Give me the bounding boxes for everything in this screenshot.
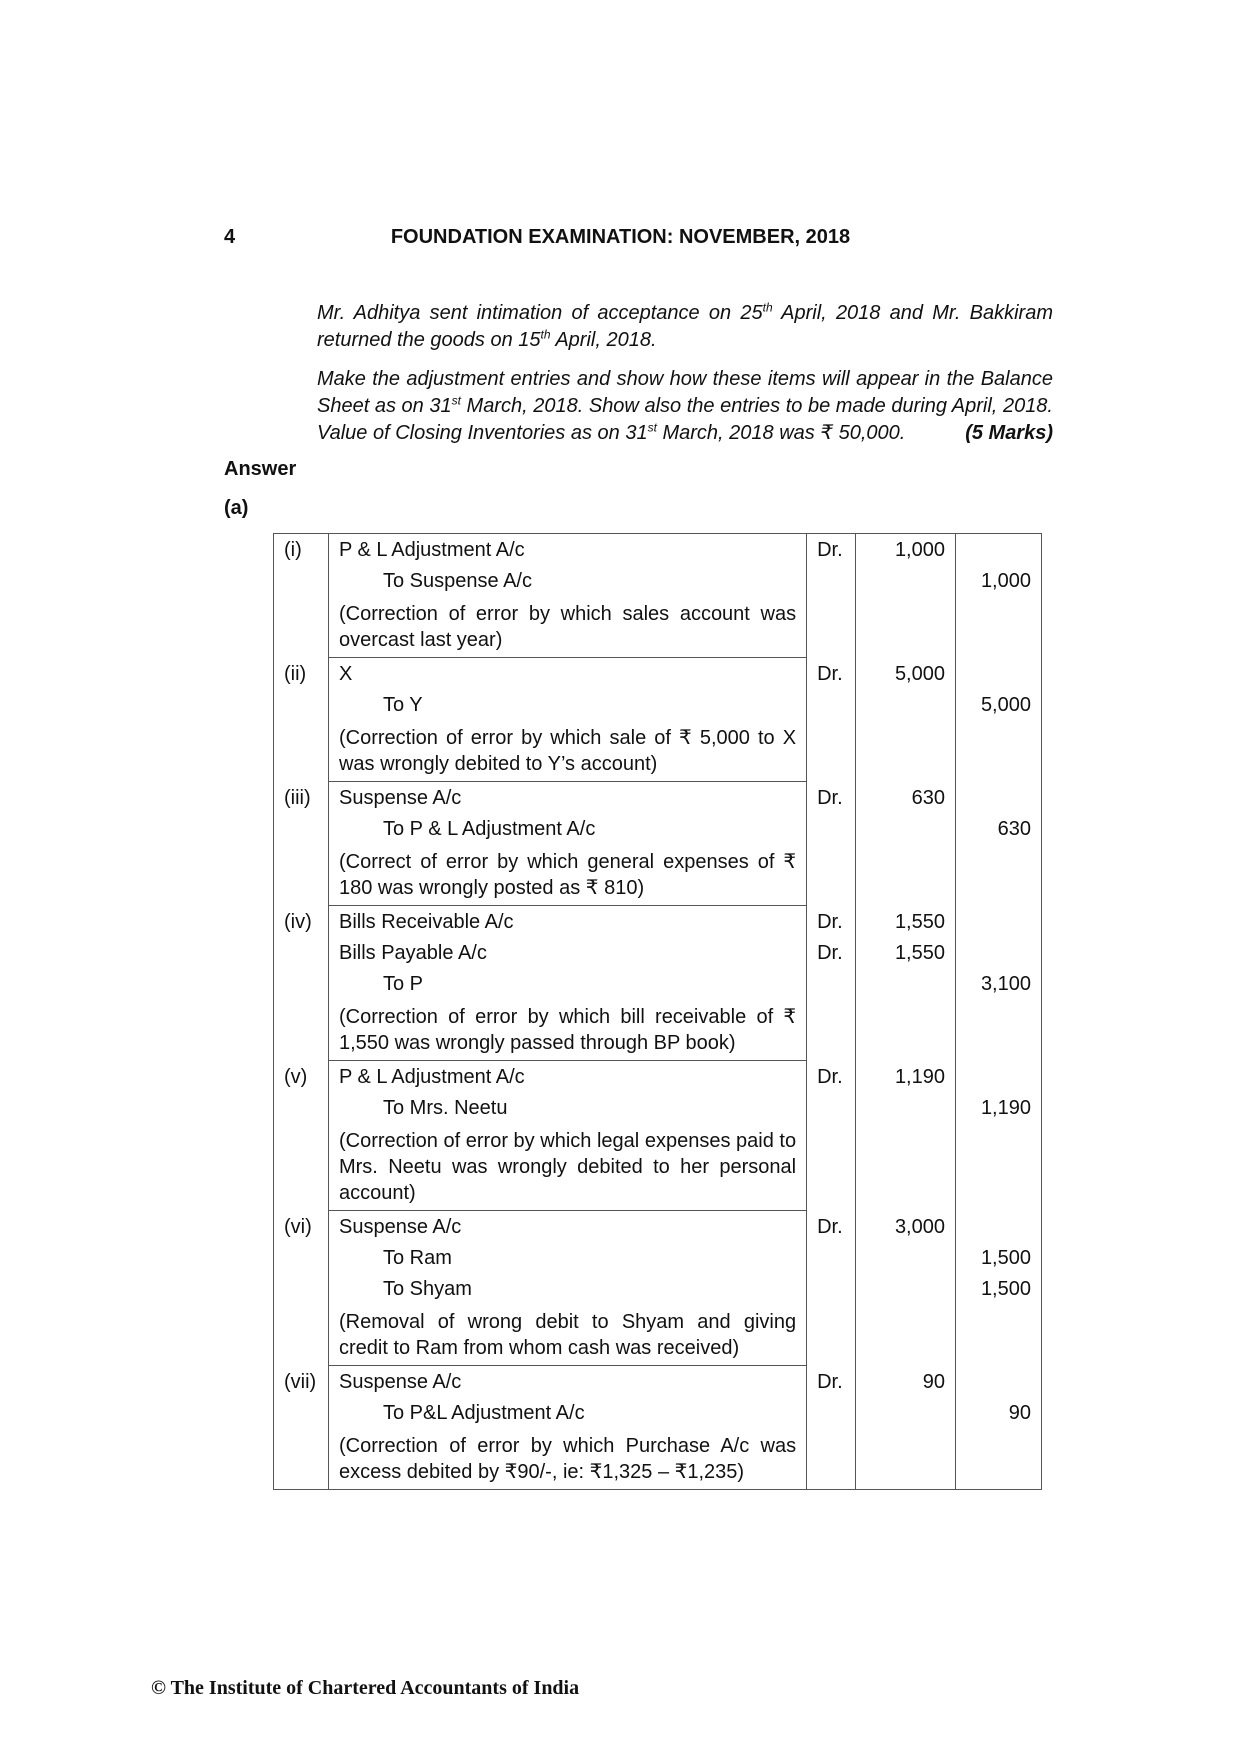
entry-particulars	[328, 782, 806, 906]
debit-amount	[866, 692, 945, 723]
debit-amount	[866, 1245, 945, 1276]
credit-amount	[966, 909, 1031, 940]
debit-amount	[866, 568, 945, 599]
dr-label: Dr.	[817, 786, 843, 809]
entry-particulars	[328, 534, 806, 658]
narration: (Correction of error by which Purchase A/c was excess debited by ₹90/-, ie: ₹1,325 – ₹1,235)	[338, 1435, 797, 1483]
entry-number: (i)	[274, 534, 329, 658]
entry-particulars	[328, 658, 806, 782]
credit-amount	[966, 1064, 1031, 1095]
credit-amount: 3,100	[980, 972, 1031, 995]
entry-credit-column	[956, 1366, 1042, 1490]
credit-amount	[966, 1369, 1031, 1400]
entry-dr-column	[807, 658, 856, 782]
account-line: To Suspense A/c	[382, 570, 532, 592]
account-line: To P&L Adjustment A/c	[382, 1402, 585, 1424]
entry-debit-column	[856, 782, 956, 906]
credit-amount: 1,190	[980, 1096, 1031, 1119]
dr-label: Dr.	[817, 662, 843, 685]
journal-entry-row	[274, 534, 1042, 658]
entry-debit-column	[856, 534, 956, 658]
part-label: (a)	[224, 497, 249, 519]
narration: (Correction of error by which sales account was overcast last year)	[338, 603, 797, 651]
journal-entry-row	[274, 782, 1042, 906]
debit-amount: 3,000	[894, 1215, 945, 1238]
entry-credit-column	[956, 658, 1042, 782]
entry-debit-column	[856, 1211, 956, 1366]
answer-heading: Answer	[224, 458, 297, 480]
debit-amount: 1,550	[894, 941, 945, 964]
entry-particulars	[328, 906, 806, 1061]
narration: (Correct of error by which general expenses of ₹ 180 was wrongly posted as ₹ 810)	[338, 851, 797, 899]
account-line: P & L Adjustment A/c	[338, 1066, 525, 1088]
account-line: Suspense A/c	[338, 787, 462, 809]
page-title: FOUNDATION EXAMINATION: NOVEMBER, 2018	[390, 226, 851, 248]
credit-amount: 1,500	[980, 1277, 1031, 1300]
entry-particulars	[328, 1061, 806, 1211]
debit-amount: 1,190	[894, 1065, 945, 1088]
entry-dr-column	[807, 534, 856, 658]
credit-amount: 1,000	[980, 570, 1031, 592]
dr-label	[817, 568, 845, 599]
entry-number: (iv)	[274, 906, 329, 1061]
entry-number: (v)	[274, 1061, 329, 1211]
entry-particulars	[328, 1366, 806, 1490]
credit-amount: 1,500	[980, 1246, 1031, 1269]
dr-label	[817, 1245, 845, 1276]
entry-dr-column	[807, 1211, 856, 1366]
account-line: To Ram	[382, 1247, 452, 1269]
journal-entry-row	[274, 1366, 1042, 1490]
entry-credit-column	[956, 1061, 1042, 1211]
account-line: To Y	[382, 694, 423, 716]
entry-debit-column	[856, 658, 956, 782]
dr-label	[817, 971, 845, 1002]
narration: (Correction of error by which sale of ₹ 5,000 to X was wrongly debited to Y’s account)	[338, 727, 797, 775]
account-line: To Shyam	[382, 1278, 472, 1300]
dr-label: Dr.	[817, 941, 843, 964]
entry-credit-column	[956, 1211, 1042, 1366]
debit-amount	[866, 816, 945, 847]
dr-label	[817, 1400, 845, 1431]
journal-entry-row	[274, 658, 1042, 782]
account-line: To P & L Adjustment A/c	[382, 818, 596, 840]
account-line: To Mrs. Neetu	[382, 1097, 508, 1119]
journal-entry-row	[274, 1061, 1042, 1211]
marks-label: (5 Marks)	[965, 422, 1053, 444]
debit-amount: 630	[911, 786, 945, 809]
credit-amount: 90	[1008, 1401, 1031, 1424]
account-line: X	[338, 663, 353, 685]
credit-amount	[966, 661, 1031, 692]
dr-label	[817, 1095, 845, 1126]
dr-label: Dr.	[817, 910, 843, 933]
dr-label: Dr.	[817, 539, 843, 561]
credit-amount: 630	[997, 817, 1031, 840]
credit-amount	[966, 940, 1031, 971]
debit-amount: 1,550	[894, 910, 945, 933]
entry-credit-column	[956, 906, 1042, 1061]
debit-amount	[866, 1276, 945, 1307]
debit-amount: 5,000	[894, 662, 945, 685]
account-line: Suspense A/c	[338, 1216, 462, 1238]
journal-entry-row	[274, 1211, 1042, 1366]
dr-label: Dr.	[817, 1065, 843, 1088]
debit-amount	[866, 1095, 945, 1126]
entry-debit-column	[856, 1061, 956, 1211]
entry-number: (vi)	[274, 1211, 329, 1366]
dr-label: Dr.	[817, 1215, 843, 1238]
account-line: Bills Payable A/c	[338, 942, 487, 964]
debit-amount	[866, 971, 945, 1002]
debit-amount: 90	[922, 1370, 945, 1393]
question-paragraph-2: Make the adjustment entries and show how these items will appear in the Balance Sheet as on 31st March, 2018. Show also the entries to be made during April, 2018. Value of Closing Inventories as on 31st March, 2018 was ₹ 50,000. (5 Marks)	[317, 366, 1053, 447]
credit-amount: 5,000	[980, 693, 1031, 716]
entry-number: (ii)	[274, 658, 329, 782]
entry-number: (vii)	[274, 1366, 329, 1490]
account-line: Bills Receivable A/c	[338, 911, 514, 933]
account-line: Suspense A/c	[338, 1371, 462, 1393]
entry-debit-column	[856, 906, 956, 1061]
journal-entries-table	[273, 533, 1042, 1490]
entry-particulars	[328, 1211, 806, 1366]
page-number: 4	[224, 226, 236, 248]
dr-label	[817, 816, 845, 847]
account-line: To P	[382, 973, 424, 995]
narration: (Removal of wrong debit to Shyam and giving credit to Ram from whom cash was received)	[338, 1311, 797, 1359]
narration: (Correction of error by which legal expenses paid to Mrs. Neetu was wrongly debited to her personal account)	[338, 1130, 797, 1204]
credit-amount	[966, 1214, 1031, 1245]
entry-dr-column	[807, 1366, 856, 1490]
dr-label	[817, 1276, 845, 1307]
entry-debit-column	[856, 1366, 956, 1490]
debit-amount	[866, 1400, 945, 1431]
narration: (Correction of error by which bill receivable of ₹ 1,550 was wrongly passed through BP book)	[338, 1006, 797, 1054]
entry-dr-column	[807, 906, 856, 1061]
dr-label: Dr.	[817, 1370, 843, 1393]
dr-label	[817, 692, 845, 723]
entry-dr-column	[807, 782, 856, 906]
debit-amount: 1,000	[894, 539, 945, 561]
question-paragraph-1: Mr. Adhitya sent intimation of acceptance on 25th April, 2018 and Mr. Bakkiram returned the goods on 15th April, 2018.	[317, 300, 1053, 351]
entry-credit-column	[956, 782, 1042, 906]
journal-entry-row	[274, 906, 1042, 1061]
entry-credit-column	[956, 534, 1042, 658]
entry-number: (iii)	[274, 782, 329, 906]
credit-amount	[966, 537, 1031, 568]
account-line: P & L Adjustment A/c	[338, 539, 525, 561]
entry-dr-column	[807, 1061, 856, 1211]
copyright-footer: © The Institute of Chartered Accountants of India	[151, 1677, 580, 1699]
credit-amount	[966, 785, 1031, 816]
